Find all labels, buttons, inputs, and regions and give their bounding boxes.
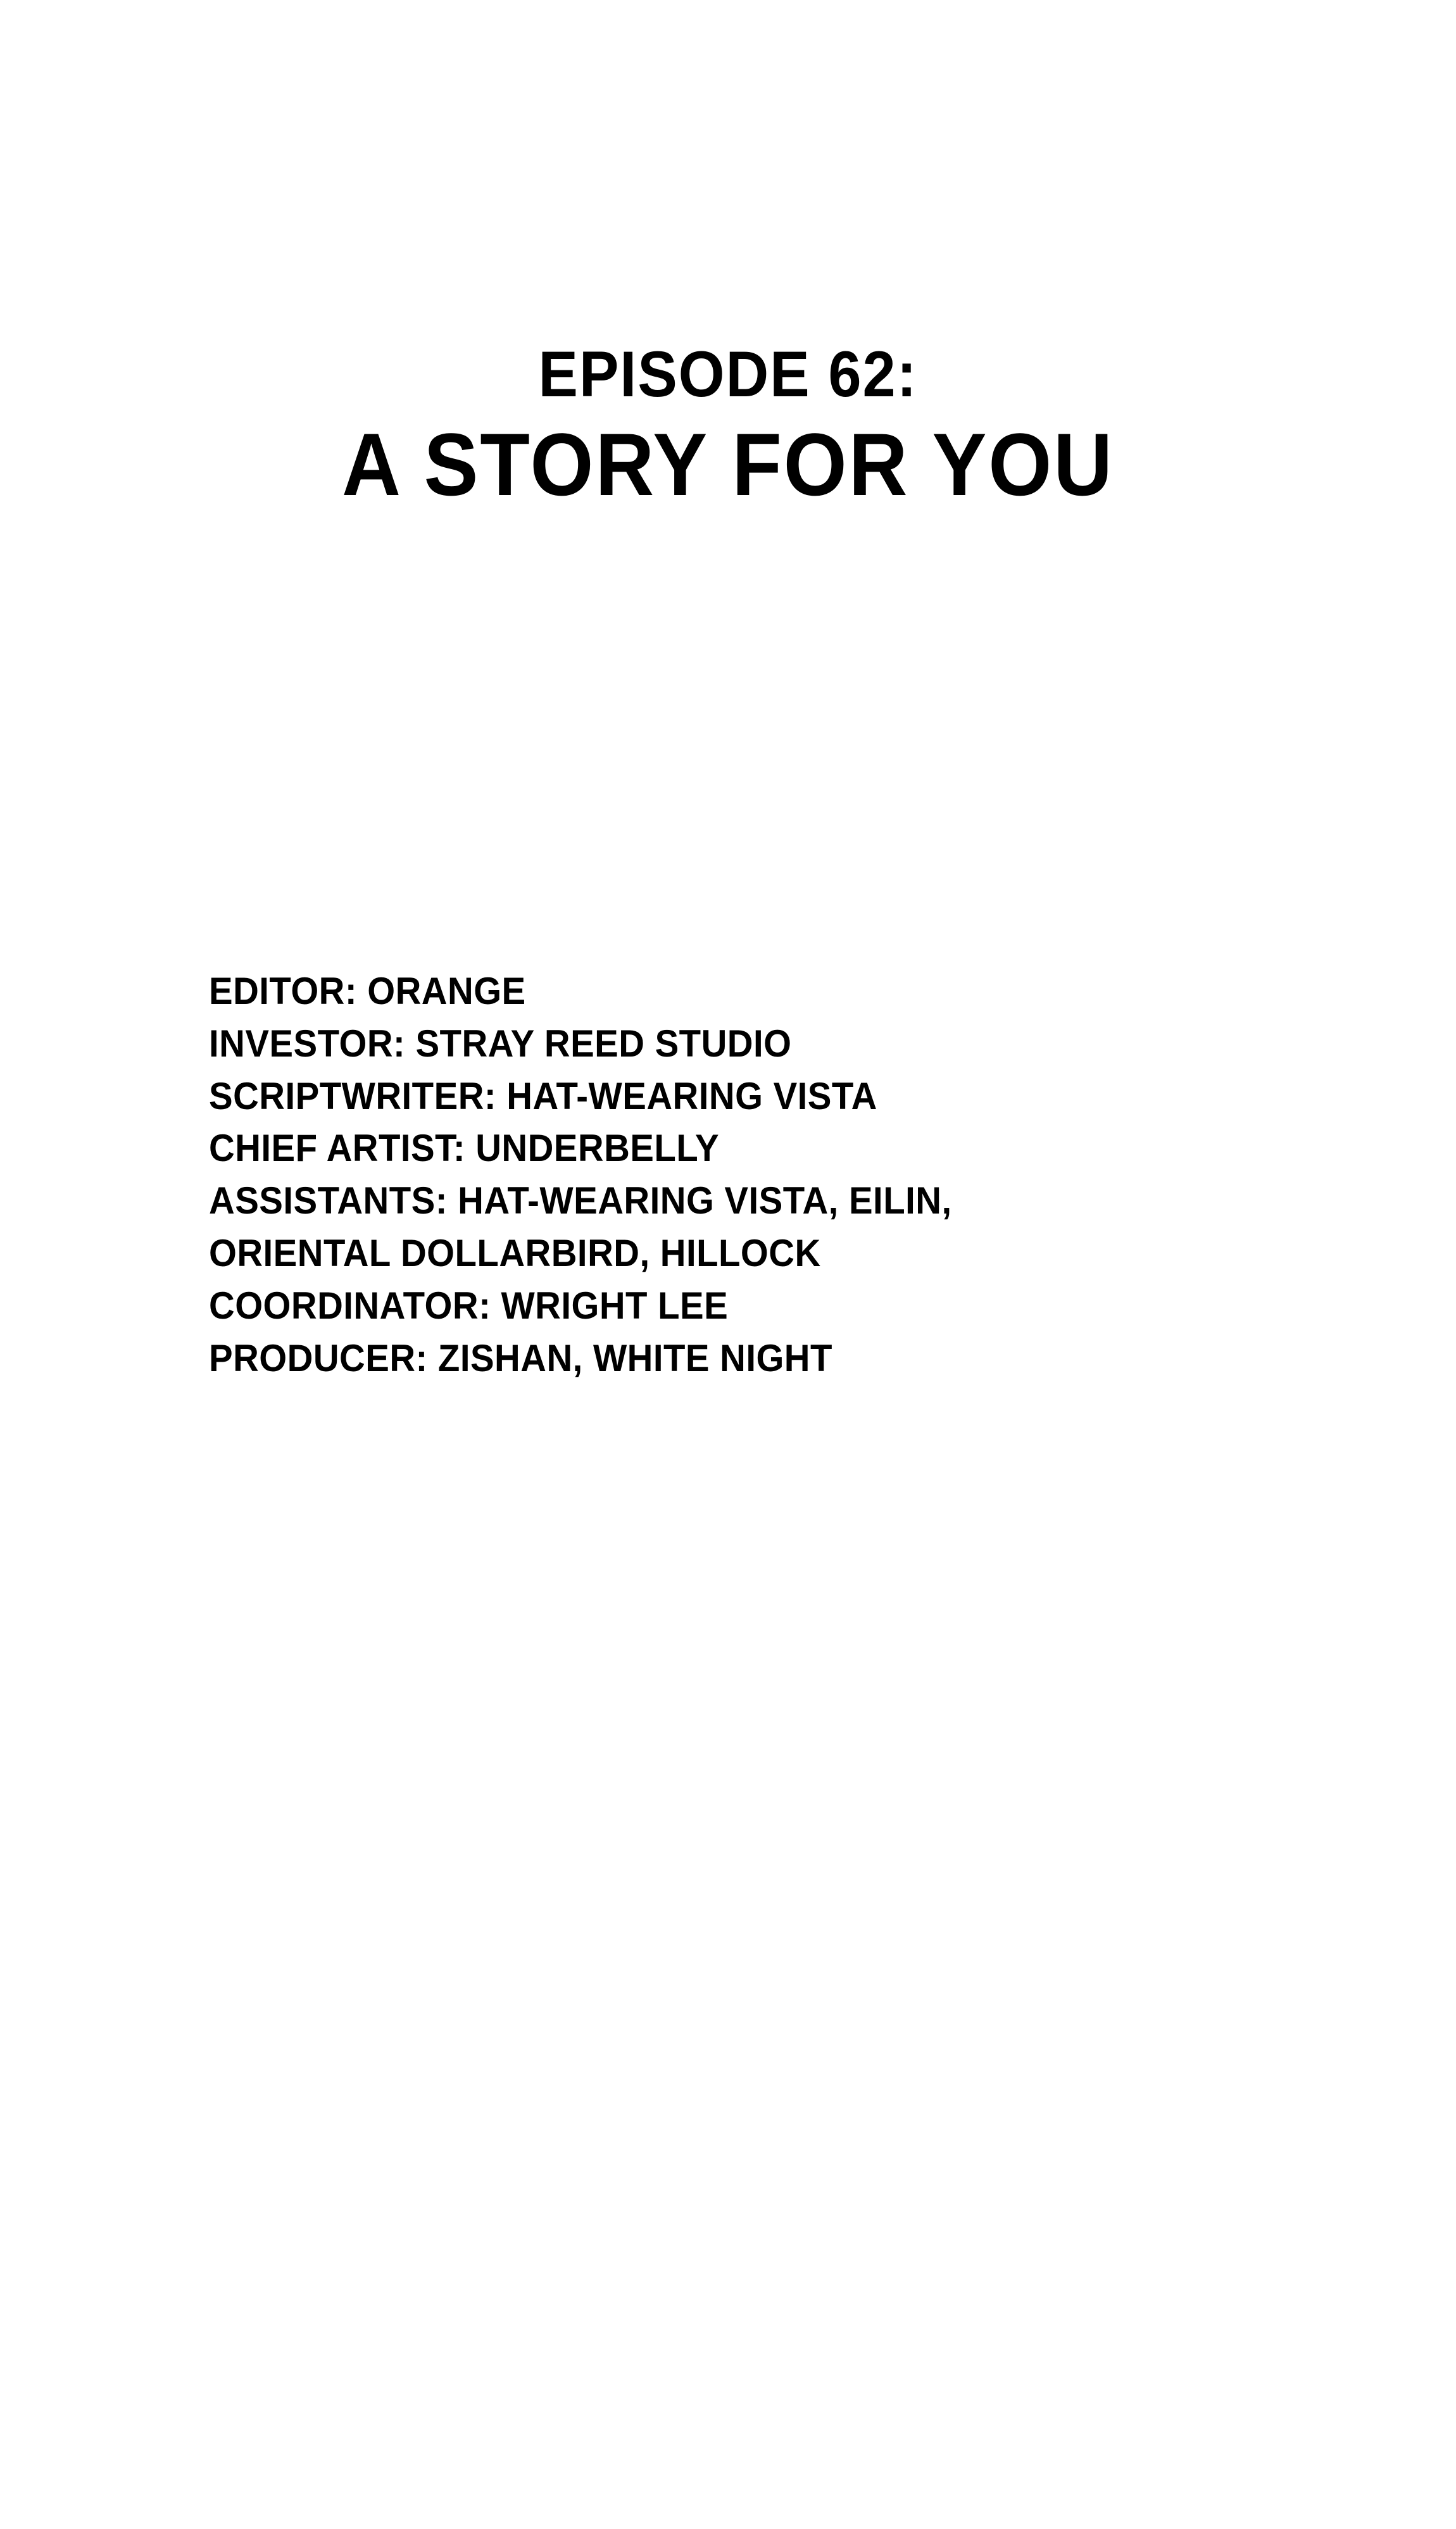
episode-title: A STORY FOR YOU xyxy=(342,415,1114,514)
credit-line-editor: EDITOR: ORANGE xyxy=(209,970,526,1012)
credits-block xyxy=(209,965,1285,1384)
credit-line-assistants-continued: ORIENTAL DOLLARBIRD, HILLOCK xyxy=(209,1231,821,1274)
episode-number-label: EPISODE 62: xyxy=(538,338,918,410)
title-block xyxy=(0,338,1456,514)
credit-line-scriptwriter: SCRIPTWRITER: HAT-WEARING VISTA xyxy=(209,1074,877,1117)
credit-line-producer: PRODUCER: ZISHAN, WHITE NIGHT xyxy=(209,1336,832,1379)
credit-line-investor: INVESTOR: STRAY REED STUDIO xyxy=(209,1022,792,1065)
credit-line-assistants: ASSISTANTS: HAT-WEARING VISTA, EILIN, xyxy=(209,1179,952,1222)
credit-line-chief-artist: CHIEF ARTIST: UNDERBELLY xyxy=(209,1127,720,1170)
credit-line-coordinator: COORDINATOR: WRIGHT LEE xyxy=(209,1284,729,1327)
